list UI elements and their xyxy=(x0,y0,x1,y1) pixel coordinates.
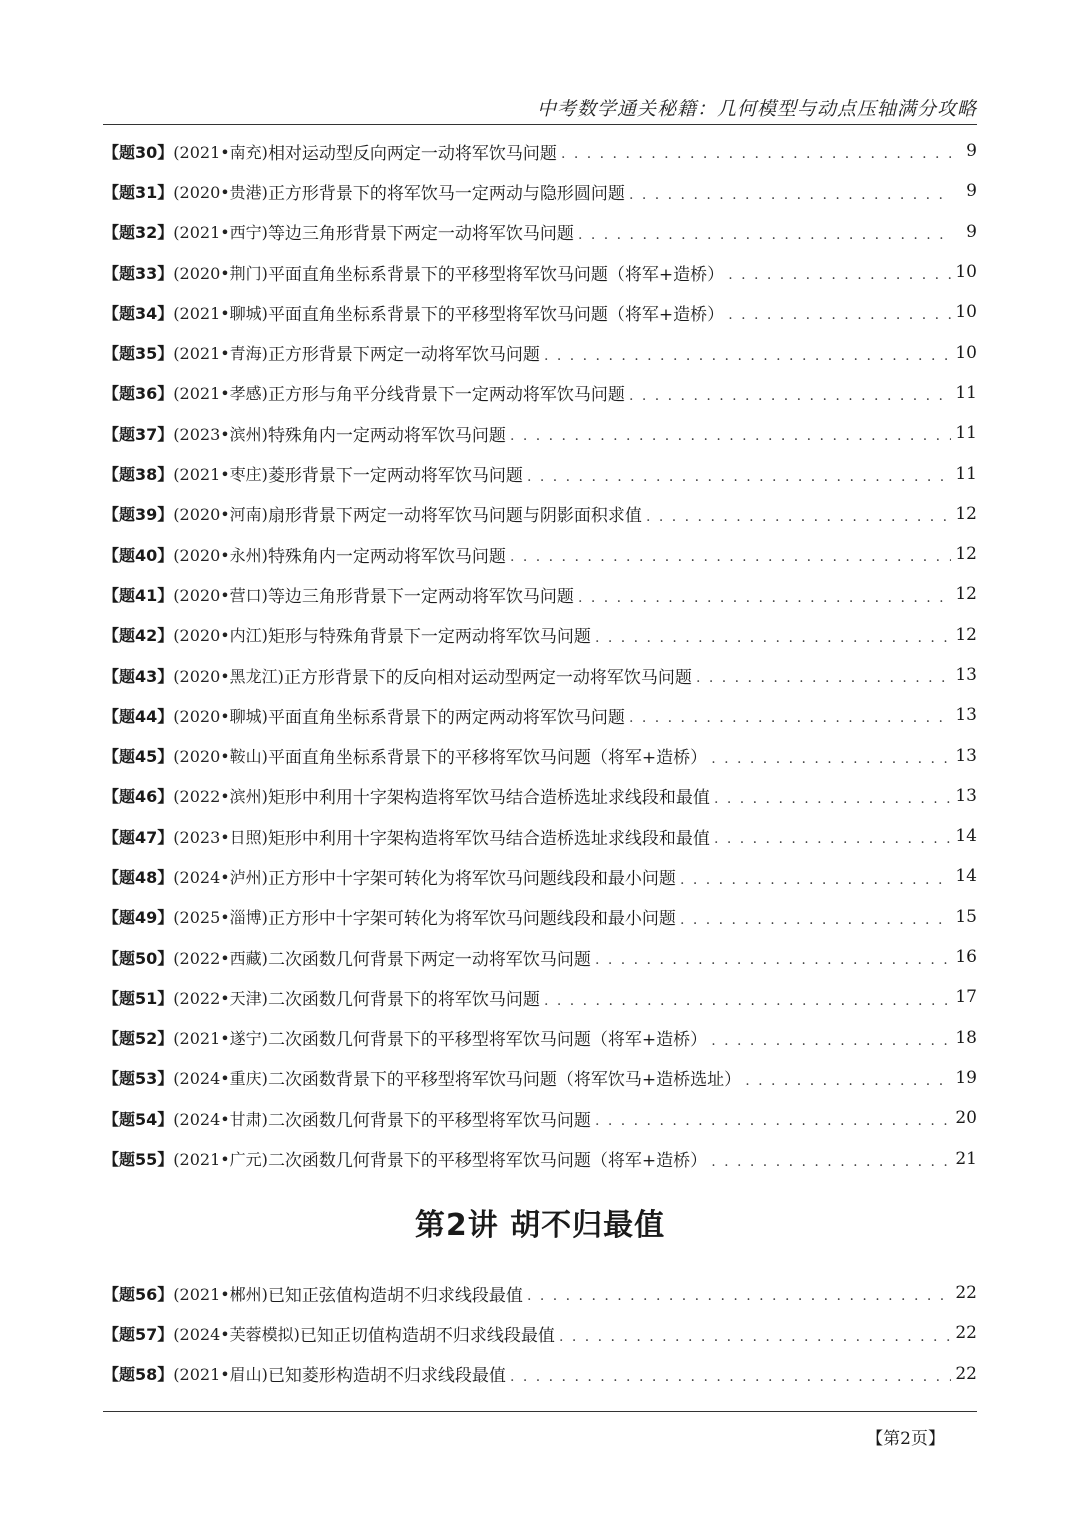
toc-entry-id: 【题34】 xyxy=(103,303,174,323)
toc-entry-page: 14 xyxy=(955,826,977,847)
toc-entry-source: (2021•聊城) xyxy=(173,303,268,323)
toc-entry-title: 平面直角坐标系背景下的两定两动将军饮马问题 xyxy=(267,707,625,728)
toc-entry-title: 相对运动型反向两定一动将军饮马问题 xyxy=(267,143,557,164)
toc-entry-page: 11 xyxy=(955,382,977,403)
toc-dot-leader xyxy=(728,268,951,292)
toc-dot-leader xyxy=(578,228,951,252)
toc-entry-page: 9 xyxy=(966,221,977,242)
toc-entry-title: 已知正切值构造胡不归求线段最值 xyxy=(299,1325,555,1346)
toc-entry[interactable] xyxy=(103,534,977,574)
toc-entry-title: 扇形背景下两定一动将军饮马问题与阴影面积求值 xyxy=(267,506,642,527)
toc-entry-title: 矩形中利用十字架构造将军饮马结合造桥选址求线段和最值 xyxy=(267,788,710,809)
toc-entry[interactable] xyxy=(103,1273,977,1313)
toc-entry[interactable] xyxy=(103,453,977,493)
toc-dot-leader xyxy=(544,994,951,1018)
toc-entry-id: 【题46】 xyxy=(103,787,174,807)
toc-entry-title: 正方形中十字架可转化为将军饮马问题线段和最小问题 xyxy=(267,868,676,889)
toc-entry-id: 【题35】 xyxy=(103,344,174,364)
toc-entry-title: 正方形背景下的将军饮马一定两动与隐形圆问题 xyxy=(267,183,625,204)
toc-entry[interactable] xyxy=(103,655,977,695)
toc-entry-page: 12 xyxy=(955,503,977,524)
toc-dot-leader xyxy=(646,510,951,534)
toc-entry-source: (2021•遂宁) xyxy=(173,1029,268,1049)
toc-entry-source: (2024•甘肃) xyxy=(173,1109,268,1129)
toc-entry-source: (2023•日照) xyxy=(173,827,268,847)
toc-entry[interactable] xyxy=(103,1354,977,1394)
toc-entry-source: (2021•青海) xyxy=(173,344,268,364)
toc-dot-leader xyxy=(680,913,951,937)
toc-entry-id: 【题41】 xyxy=(103,585,174,605)
toc-entry-page: 12 xyxy=(955,544,977,565)
toc-dot-leader xyxy=(629,711,951,735)
toc-entry-page: 17 xyxy=(955,987,977,1008)
running-header-title: 中考数学通关秘籍：几何模型与动点压轴满分攻略 xyxy=(536,98,977,120)
toc-dot-leader xyxy=(595,631,951,655)
toc-entry-id: 【题55】 xyxy=(103,1150,174,1170)
toc-entry-source: (2022•天津) xyxy=(173,988,268,1008)
toc-dot-leader xyxy=(696,671,951,695)
toc-entry-id: 【题47】 xyxy=(103,827,174,847)
toc-entry-title: 矩形与特殊角背景下一定两动将军饮马问题 xyxy=(267,627,591,648)
toc-entry[interactable] xyxy=(103,1058,977,1098)
toc-entry-source: (2024•芙蓉模拟) xyxy=(173,1324,300,1344)
toc-dot-leader xyxy=(728,308,951,332)
toc-entry-id: 【题40】 xyxy=(103,545,174,565)
toc-entry-page: 19 xyxy=(955,1067,977,1088)
toc-entry-title: 特殊角内一定两动将军饮马问题 xyxy=(267,546,506,567)
toc-dot-leader xyxy=(510,550,951,574)
toc-entry-id: 【题51】 xyxy=(103,988,174,1008)
toc-entry-source: (2024•重庆) xyxy=(173,1069,268,1089)
toc-entry-title: 正方形背景下的反向相对运动型两定一动将军饮马问题 xyxy=(283,667,692,688)
toc-entry-source: (2020•营口) xyxy=(173,585,268,605)
toc-entry-source: (2024•泸州) xyxy=(173,867,268,887)
toc-entry[interactable] xyxy=(103,615,977,655)
toc-entry-source: (2020•贵港) xyxy=(173,182,268,202)
toc-entry[interactable] xyxy=(103,1098,977,1138)
toc-entry-id: 【题36】 xyxy=(103,384,174,404)
header-divider xyxy=(103,124,977,125)
toc-entry-title: 平面直角坐标系背景下的平移型将军饮马问题（将军+造桥） xyxy=(267,304,725,325)
toc-entry-page: 12 xyxy=(955,584,977,605)
toc-entry-title: 平面直角坐标系背景下的平移型将军饮马问题（将军+造桥） xyxy=(267,264,725,285)
toc-entry-id: 【题37】 xyxy=(103,424,174,444)
toc-entry[interactable] xyxy=(103,977,977,1017)
toc-entry[interactable] xyxy=(103,856,977,896)
toc-entry-title: 已知菱形构造胡不归求线段最值 xyxy=(267,1366,506,1387)
toc-entry-page: 21 xyxy=(955,1148,977,1169)
toc-entry-id: 【题50】 xyxy=(103,948,174,968)
toc-entry-id: 【题30】 xyxy=(103,142,174,162)
toc-entry-id: 【题43】 xyxy=(103,666,174,686)
toc-entry-page: 9 xyxy=(966,181,977,202)
toc-dot-leader xyxy=(510,429,951,453)
toc-entry-source: (2025•淄博) xyxy=(173,908,268,928)
toc-entry-source: (2021•南充) xyxy=(173,142,268,162)
toc-entry[interactable] xyxy=(103,373,977,413)
toc-entry-source: (2020•永州) xyxy=(173,545,268,565)
toc-dot-leader xyxy=(711,1034,951,1058)
toc-entry-id: 【题32】 xyxy=(103,223,174,243)
toc-entry-id: 【题48】 xyxy=(103,867,174,887)
toc-entry[interactable] xyxy=(103,735,977,775)
toc-dot-leader xyxy=(711,1155,951,1179)
toc-entry-title: 正方形与角平分线背景下一定两动将军饮马问题 xyxy=(267,385,625,406)
toc-entry-title: 二次函数几何背景下的将军饮马问题 xyxy=(267,989,540,1010)
toc-entry[interactable] xyxy=(103,1018,977,1058)
toc-entry[interactable] xyxy=(103,574,977,614)
toc-entry-page: 14 xyxy=(955,866,977,887)
toc-entry-id: 【题56】 xyxy=(103,1284,174,1304)
toc-entry-title: 矩形中利用十字架构造将军饮马结合造桥选址求线段和最值 xyxy=(267,828,710,849)
toc-entry-source: (2021•广元) xyxy=(173,1150,268,1170)
toc-entry-source: (2022•滨州) xyxy=(173,787,268,807)
toc-entry[interactable] xyxy=(103,494,977,534)
toc-entry-title: 已知正弦值构造胡不归求线段最值 xyxy=(267,1285,523,1306)
toc-dot-leader xyxy=(559,1330,951,1354)
toc-entry-source: (2021•孝感) xyxy=(173,384,268,404)
page-number: 【第2页】 xyxy=(866,1429,945,1449)
toc-entry-page: 20 xyxy=(955,1108,977,1129)
toc-entry-title: 等边三角形背景下两定一动将军饮马问题 xyxy=(267,224,574,245)
toc-entry-page: 9 xyxy=(966,141,977,162)
toc-entry-source: (2020•聊城) xyxy=(173,706,268,726)
toc-entry-id: 【题49】 xyxy=(103,908,174,928)
toc-dot-leader xyxy=(711,752,951,776)
toc-entry-title: 二次函数几何背景下的平移型将军饮马问题（将军+造桥） xyxy=(267,1151,708,1172)
toc-entry[interactable] xyxy=(103,776,977,816)
toc-entry-source: (2020•内江) xyxy=(173,626,268,646)
toc-entry-id: 【题44】 xyxy=(103,706,174,726)
toc-list xyxy=(103,131,977,1179)
toc-dot-leader xyxy=(680,873,951,897)
toc-entry[interactable] xyxy=(103,413,977,453)
toc-entry-title: 正方形中十字架可转化为将军饮马问题线段和最小问题 xyxy=(267,909,676,930)
toc-entry-id: 【题39】 xyxy=(103,505,174,525)
toc-entry-page: 13 xyxy=(955,745,977,766)
toc-entry-page: 15 xyxy=(955,906,977,927)
toc-entry[interactable] xyxy=(103,171,977,211)
toc-entry-page: 13 xyxy=(955,665,977,685)
toc-entry[interactable] xyxy=(103,292,977,332)
toc-entry[interactable] xyxy=(103,816,977,856)
toc-entry-title: 二次函数几何背景下的平移型将军饮马问题 xyxy=(267,1110,591,1131)
toc-entry-title: 等边三角形背景下一定两动将军饮马问题 xyxy=(267,586,574,607)
toc-entry-source: (2022•西藏) xyxy=(173,948,268,968)
toc-entry-source: (2021•枣庄) xyxy=(173,465,268,485)
toc-entry[interactable] xyxy=(103,332,977,372)
toc-entry-page: 13 xyxy=(955,705,977,726)
toc-entry-id: 【题33】 xyxy=(103,263,174,283)
toc-entry-source: (2021•西宁) xyxy=(173,223,268,243)
toc-entry[interactable] xyxy=(103,695,977,735)
toc-entry-id: 【题53】 xyxy=(103,1069,174,1089)
toc-entry-source: (2021•郴州) xyxy=(173,1284,268,1304)
toc-entry-title: 正方形背景下两定一动将军饮马问题 xyxy=(267,345,540,366)
toc-entry-title: 二次函数几何背景下的平移型将军饮马问题（将军+造桥） xyxy=(267,1030,708,1051)
toc-entry[interactable] xyxy=(103,1138,977,1178)
toc-dot-leader xyxy=(527,470,951,494)
toc-entry-id: 【题57】 xyxy=(103,1324,174,1344)
toc-entry-id: 【题31】 xyxy=(103,182,174,202)
toc-entry-page: 13 xyxy=(955,785,977,806)
toc-entry-source: (2020•河南) xyxy=(173,505,268,525)
toc-entry-title: 二次函数几何背景下两定一动将军饮马问题 xyxy=(267,949,591,970)
toc-entry-page: 10 xyxy=(955,342,977,363)
toc-dot-leader xyxy=(629,389,951,413)
toc-entry-id: 【题38】 xyxy=(103,465,174,485)
toc-dot-leader xyxy=(544,349,951,373)
toc-entry[interactable] xyxy=(103,937,977,977)
toc-entry-page: 22 xyxy=(955,1283,977,1304)
toc-entry-title: 特殊角内一定两动将军饮马问题 xyxy=(267,425,506,446)
footer-divider xyxy=(103,1411,977,1412)
toc-entry[interactable] xyxy=(103,1313,977,1353)
toc-entry-id: 【题45】 xyxy=(103,747,174,767)
toc-dot-leader xyxy=(714,792,951,816)
toc-entry-source: (2020•鞍山) xyxy=(173,747,268,767)
toc-entry-page: 11 xyxy=(955,423,977,444)
toc-entry-id: 【题58】 xyxy=(103,1365,174,1385)
section-title: 第2讲 胡不归最值 xyxy=(414,1208,666,1243)
toc-entry-page: 22 xyxy=(955,1323,977,1344)
toc-entry-page: 10 xyxy=(955,302,977,323)
toc-dot-leader xyxy=(561,147,951,171)
toc-entry[interactable] xyxy=(103,252,977,292)
toc-dot-leader xyxy=(595,1114,951,1138)
toc-entry[interactable] xyxy=(103,212,977,252)
toc-dot-leader xyxy=(578,591,951,615)
toc-dot-leader xyxy=(510,1370,951,1394)
toc-list-section-2 xyxy=(103,1273,977,1394)
toc-dot-leader xyxy=(527,1289,951,1313)
toc-entry-source: (2021•眉山) xyxy=(173,1365,268,1385)
toc-dot-leader xyxy=(714,832,951,856)
toc-entry-page: 11 xyxy=(955,463,977,484)
toc-entry[interactable] xyxy=(103,897,977,937)
toc-entry-id: 【题52】 xyxy=(103,1029,174,1049)
toc-entry[interactable] xyxy=(103,131,977,171)
toc-dot-leader xyxy=(745,1074,951,1098)
toc-entry-source: (2023•滨州) xyxy=(173,424,268,444)
toc-dot-leader xyxy=(595,953,951,977)
toc-entry-page: 22 xyxy=(955,1363,977,1384)
toc-entry-source: (2020•荆门) xyxy=(173,263,268,283)
toc-entry-page: 16 xyxy=(955,947,977,968)
toc-entry-title: 二次函数背景下的平移型将军饮马问题（将军饮马+造桥选址） xyxy=(267,1070,742,1091)
toc-entry-source: (2020•黑龙江) xyxy=(173,666,284,686)
toc-entry-page: 12 xyxy=(955,624,977,645)
toc-entry-title: 平面直角坐标系背景下的平移将军饮马问题（将军+造桥） xyxy=(267,748,708,769)
toc-entry-page: 18 xyxy=(955,1027,977,1048)
toc-entry-id: 【题54】 xyxy=(103,1109,174,1129)
toc-dot-leader xyxy=(629,188,951,212)
toc-entry-title: 菱形背景下一定两动将军饮马问题 xyxy=(267,466,523,487)
toc-entry-id: 【题42】 xyxy=(103,626,174,646)
toc-entry-page: 10 xyxy=(955,262,977,283)
